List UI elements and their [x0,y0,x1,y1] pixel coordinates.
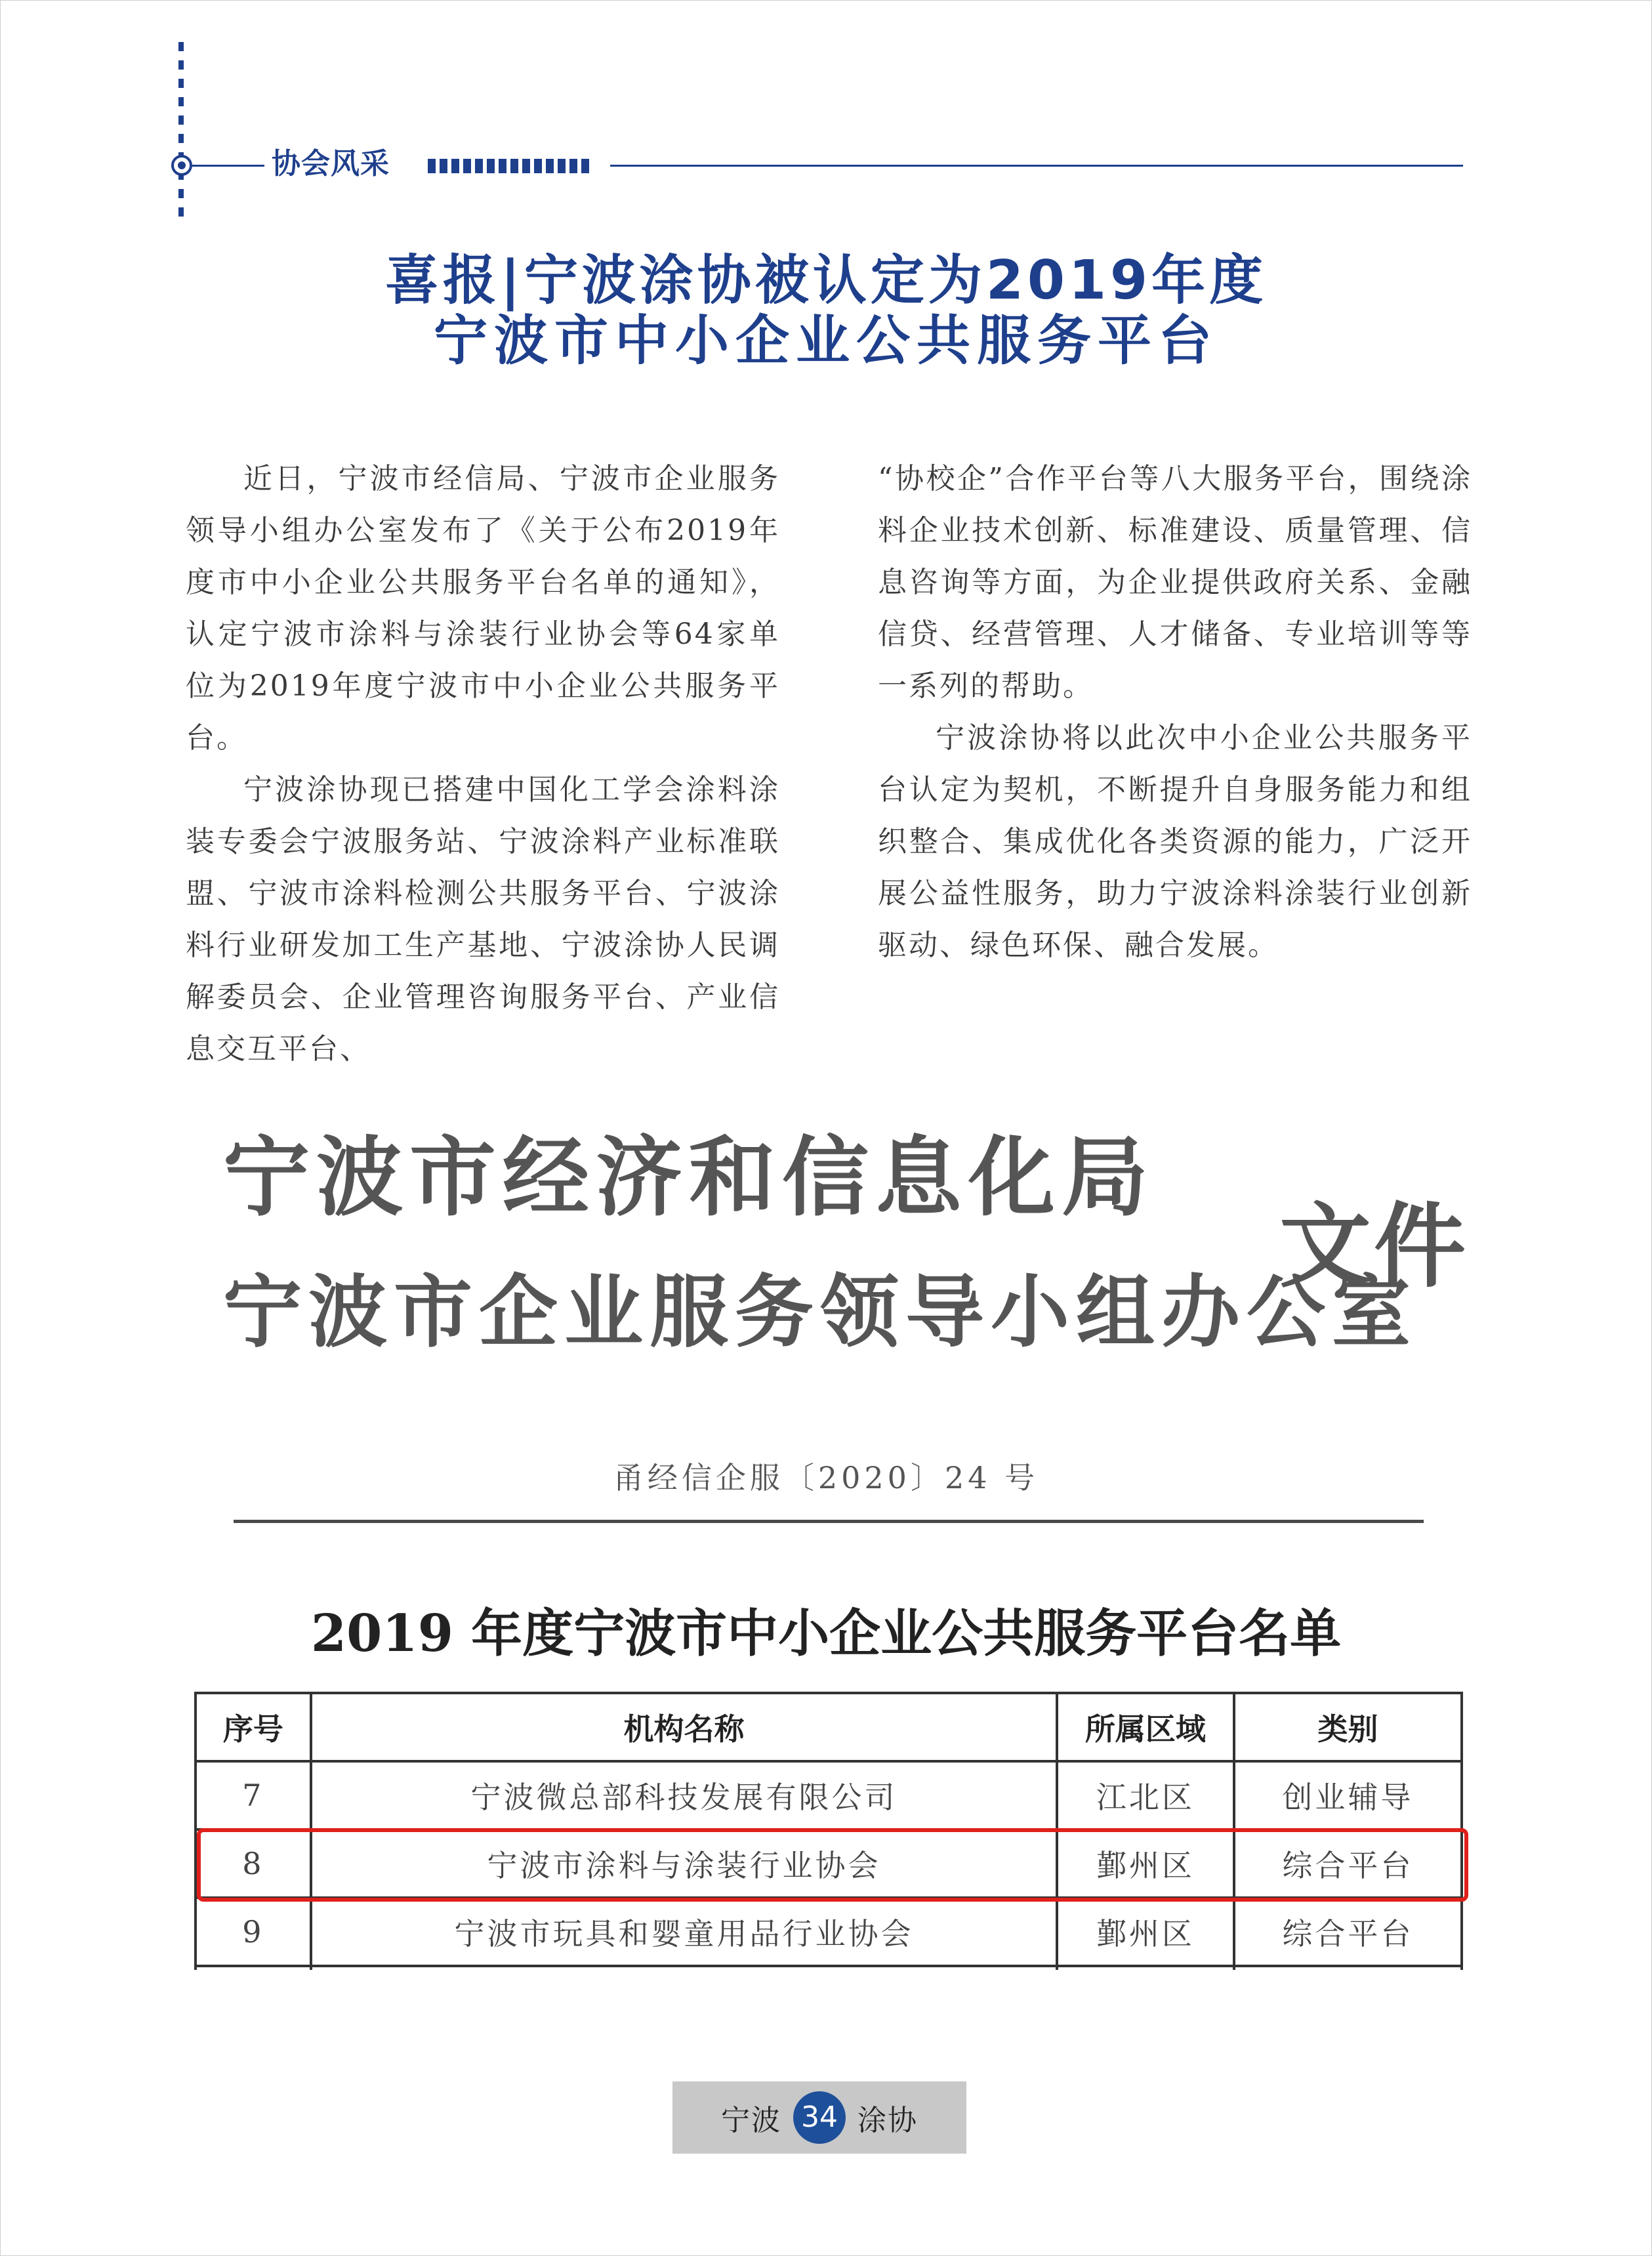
category: 综合平台 [1234,1898,1462,1966]
article-title-line2: 宁波市中小企业公共服务平台 [433,310,1218,372]
document-rule [234,1520,1424,1523]
footer-right-text: 涂协 [857,2104,918,2137]
platform-list-table [194,1692,1463,1970]
column-header: 序号 [196,1693,311,1761]
column-header: 类别 [1234,1693,1462,1761]
document-type: 文件 [1279,1193,1469,1301]
section-label: 协会风采 [272,147,390,180]
header-rule-long [610,165,1463,167]
article-column-right [878,453,1472,971]
column-header: 所属区域 [1057,1693,1233,1761]
paragraph: 近日，宁波市经信局、宁波市企业服务领导小组办公室发布了《关于公布2019年度市中小企业公共服务平台名单的通知》，认定宁波市涂料与涂装行业协会等64家单位为2019年度宁波市中小企业公共服务平台。 [186,462,780,755]
list-title: 2019 年度宁波市中小企业公共服务平台名单 [310,1604,1342,1663]
header-rule-short [192,165,264,167]
row-index: 7 [196,1761,311,1829]
category: 创业辅导 [1234,1761,1462,1829]
table-row [196,1761,1462,1829]
district: 鄞州区 [1057,1829,1233,1898]
document-number: 甬经信企服〔2020〕24 号 [613,1460,1039,1495]
table-row-highlighted [196,1829,1462,1898]
paragraph: 宁波涂协将以此次中小企业公共服务平台认定为契机，不断提升自身服务能力和组织整合、集成优化各类资源的能力，广泛开展公益性服务，助力宁波涂料涂装行业创新驱动、绿色环保、融合发展。 [878,721,1472,962]
issuing-org-line1: 宁波市经济和信息化局 [223,1127,1155,1228]
paragraph: 宁波涂协现已搭建中国化工学会涂料涂装专委会宁波服务站、宁波涂料产业标准联盟、宁波市涂料检测公共服务平台、宁波涂料行业研发加工生产基地、宁波涂协人民调解委员会、企业管理咨询服务平台、产业信息交互平台、 [186,773,780,1066]
paragraph: “协校企”合作平台等八大服务平台，围绕涂料企业技术创新、标准建设、质量管理、信息咨询等方面，为企业提供政府关系、金融信贷、经营管理、人才储备、专业培训等等一系列的帮助。 [878,462,1472,703]
table-row-cutoff [196,1966,1462,1970]
footer-left-text: 宁波 [721,2104,781,2137]
row-index: 9 [196,1898,311,1966]
page-footer [672,2081,966,2154]
table-header-row [196,1693,1462,1761]
district: 江北区 [1057,1761,1233,1829]
article-column-left [186,453,780,1075]
target-circle-icon [171,155,192,176]
org-name: 宁波微总部科技发展有限公司 [311,1761,1057,1829]
row-index: 8 [196,1829,311,1898]
district: 鄞州区 [1057,1898,1233,1966]
issuing-org-line2: 宁波市企业服务领导小组办公室 [223,1266,1417,1358]
table-row [196,1898,1462,1966]
header-dotted-line [178,42,184,219]
article-title-line1: 喜报|宁波涂协被认定为2019年度 [384,249,1268,312]
org-name: 宁波市涂料与涂装行业协会 [311,1829,1057,1898]
page-number-badge: 34 [793,2091,846,2144]
category: 综合平台 [1234,1829,1462,1898]
org-name: 宁波市玩具和婴童用品行业协会 [311,1898,1057,1966]
header-block-pattern [428,159,590,173]
column-header: 机构名称 [311,1693,1057,1761]
